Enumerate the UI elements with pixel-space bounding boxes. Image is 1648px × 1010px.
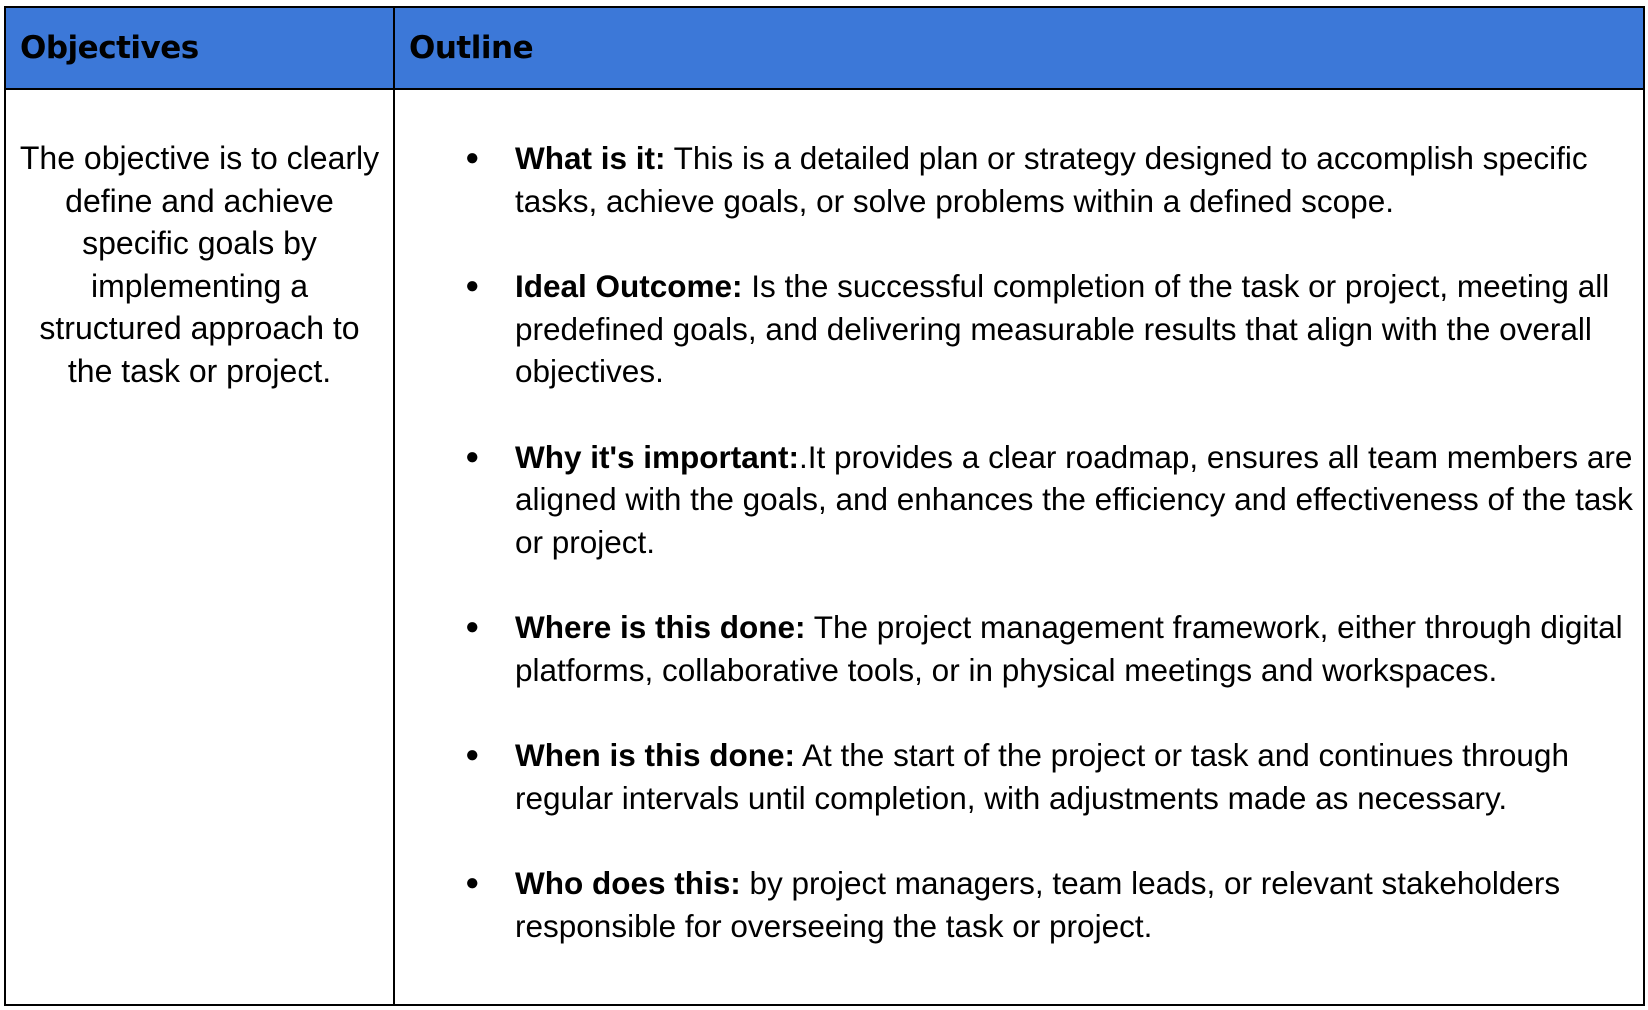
objective-cell <box>5 89 394 1005</box>
bullet-icon: ● <box>465 613 480 640</box>
bullet-icon: ● <box>465 272 480 299</box>
outline-description: by project managers, team leads, or relevant stakeholders responsible for overseeing the task or project. <box>515 865 1561 944</box>
content-row <box>5 89 1644 1005</box>
bullet-icon: ● <box>465 869 480 896</box>
outline-cell <box>394 89 1644 1005</box>
outline-item-ideal-outcome <box>395 265 1637 393</box>
outline-description: The project management framework, either through digital platforms, collaborative tools, or in physical meetings and workspaces. <box>515 609 1623 688</box>
outline-header: Outline <box>394 7 1644 89</box>
outline-term: What is it: <box>515 140 666 176</box>
outline-description: At the start of the project or task and continues through regular intervals until completion, with adjustments made as necessary. <box>515 737 1569 816</box>
outline-term: Who does this: <box>515 865 741 901</box>
outline-item-when <box>395 734 1637 819</box>
outline-term: Where is this done: <box>515 609 806 645</box>
outline-term: Ideal Outcome: <box>515 268 743 304</box>
outline-item-why <box>395 436 1637 564</box>
outline-term: Why it's important: <box>515 438 799 475</box>
outline-description: .It provides a clear roadmap, ensures all team members are aligned with the goals, and enhances the efficiency and effectiveness of the task or project. <box>515 438 1633 560</box>
outline-item-who <box>395 862 1637 947</box>
outline-item-where <box>395 606 1637 691</box>
outline-term: When is this done: <box>515 737 795 773</box>
header-row <box>5 7 1644 89</box>
objective-text: The objective is to clearly define and achieve specific goals by implementing a structured approach to the task or project. <box>19 140 380 389</box>
objectives-header: Objectives <box>5 7 394 89</box>
bullet-icon: ● <box>465 442 480 470</box>
outline-description: This is a detailed plan or strategy designed to accomplish specific tasks, achieve goals, or solve problems within a defined scope. <box>515 140 1588 219</box>
bullet-icon: ● <box>465 741 480 768</box>
bullet-icon: ● <box>465 144 480 171</box>
outline-description: Is the successful completion of the task or project, meeting all predefined goals, and delivering measurable results that align with the overall objectives. <box>515 268 1610 389</box>
outline-list <box>395 137 1637 947</box>
objectives-outline-table <box>4 6 1645 1006</box>
outline-item-what <box>395 137 1637 222</box>
